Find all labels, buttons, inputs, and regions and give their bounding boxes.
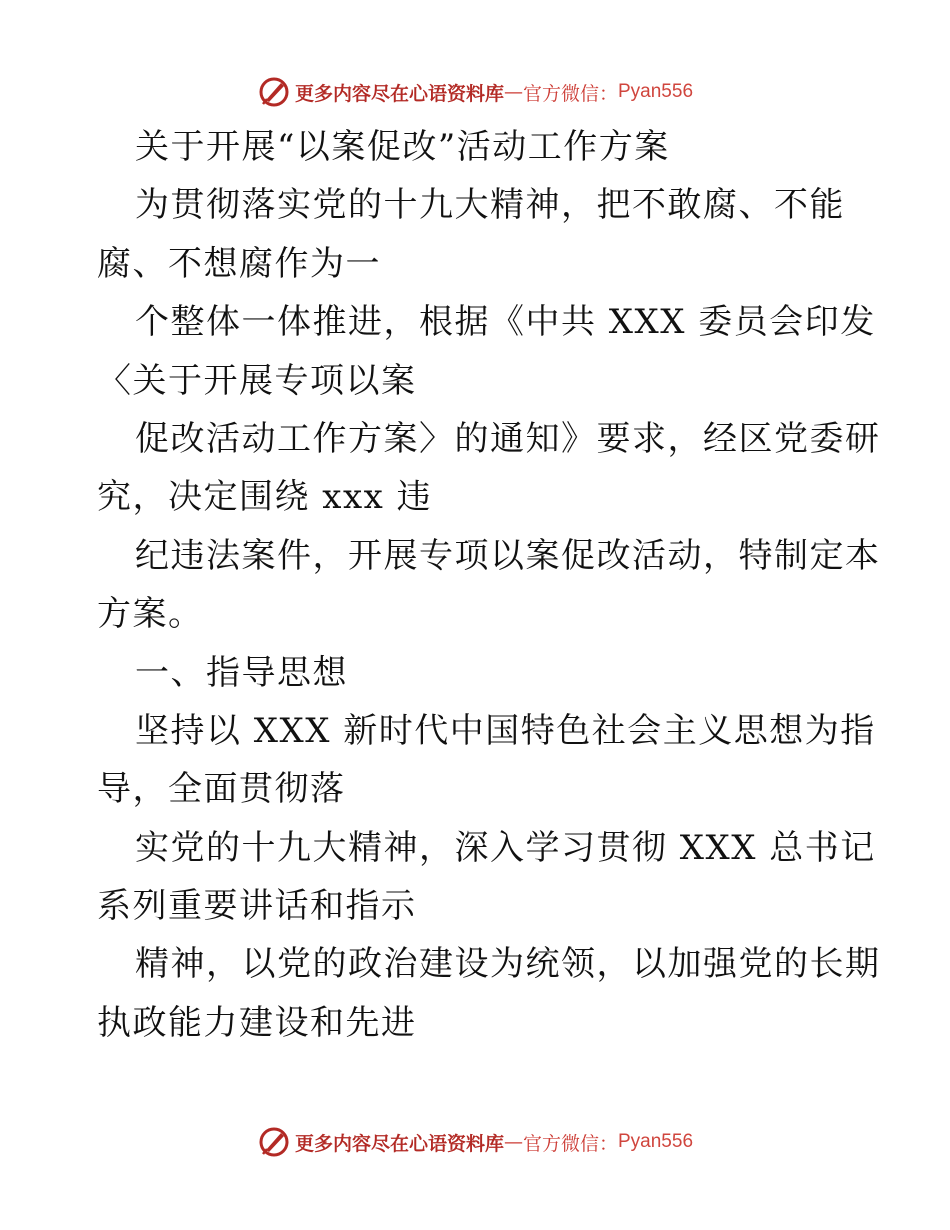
watermark-label: 官方微信： [522,82,618,105]
paragraph-line: 促改活动工作方案〉的通知》要求，经区党委研 [135,418,881,459]
paragraph-line: 导，全面贯彻落 [97,769,346,810]
paragraph-line: 方案。 [97,594,204,635]
quill-logo-icon [257,75,291,109]
watermark-dash: — [503,1131,523,1153]
paragraph-line: 系列重要讲话和指示 [97,886,417,927]
document-title: 关于开展“以案促改”活动工作方案 [135,127,670,167]
paragraph-line: 纪违法案件，开展专项以案促改活动，特制定本 [135,535,881,576]
watermark-dash: — [503,81,523,103]
watermark-wechat-id: Pyan556 [618,81,694,102]
paragraph-line: 腐、不想腐作为一 [97,243,381,284]
watermark-site-text: 更多内容尽在心语资料库 [294,1132,504,1155]
paragraph-line: 坚持以 XXX 新时代中国特色社会主义思想为指 [135,710,876,751]
paragraph-line: 究，决定围绕 xxx 违 [97,477,433,518]
paragraph-line: 实党的十九大精神，深入学习贯彻 XXX 总书记 [135,827,876,868]
header-watermark [0,72,950,112]
footer-watermark [0,1122,950,1162]
section-heading: 一、指导思想 [135,652,348,693]
paragraph-line: 个整体一体推进，根据《中共 XXX 委员会印发 [135,302,876,343]
paragraph-line: 〈关于开展专项以案 [97,360,417,401]
document-body [97,118,881,1052]
watermark-wechat-id: Pyan556 [618,1131,694,1152]
watermark-label: 官方微信： [522,1132,618,1155]
paragraph-line: 执政能力建设和先进 [97,1002,417,1043]
paragraph-line: 为贯彻落实党的十九大精神，把不敢腐、不能 [135,185,845,226]
quill-logo-icon [257,1125,291,1159]
paragraph-line: 精神，以党的政治建设为统领，以加强党的长期 [135,944,881,985]
watermark-site-text: 更多内容尽在心语资料库 [294,82,504,105]
